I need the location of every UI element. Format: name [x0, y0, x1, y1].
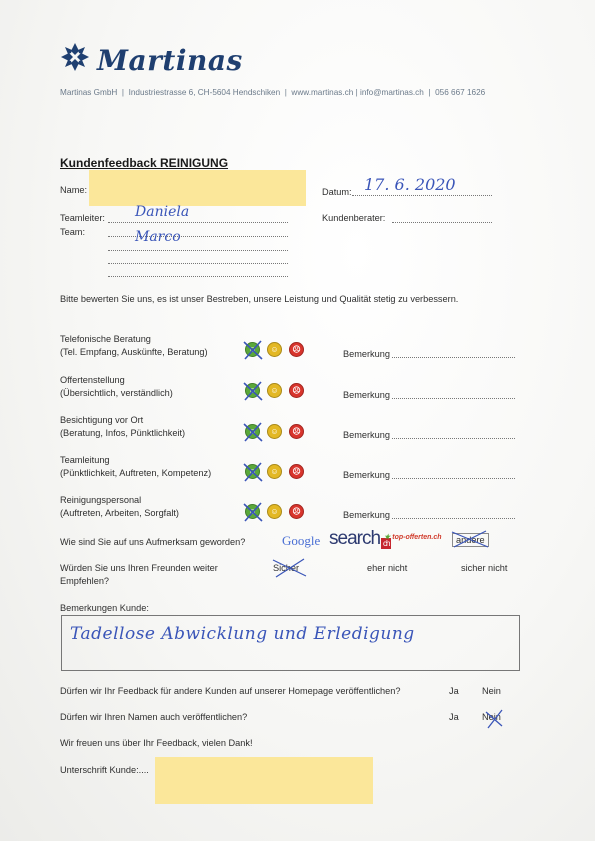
source-question: Wie sind Sie auf uns Aufmerksam geworden?: [60, 537, 246, 547]
rating-title: Besichtigung vor Ort: [60, 415, 144, 425]
publish-name-nein-option[interactable]: Nein: [482, 712, 501, 722]
rating-neutral-icon[interactable]: ☺: [267, 504, 282, 519]
brand-name: Martinas: [97, 44, 243, 77]
remark-label: Bemerkung: [343, 390, 390, 400]
rating-bad-icon[interactable]: ☹: [289, 424, 304, 439]
rating-bad-icon[interactable]: ☹: [289, 464, 304, 479]
team-label: Team:: [60, 227, 86, 237]
remark-label: Bemerkung: [343, 470, 390, 480]
team-line-4[interactable]: [108, 276, 288, 277]
top-offerten-option[interactable]: ★ top-offerten.ch: [384, 534, 442, 541]
thanks-text: Wir freuen uns über Ihr Feedback, vielen Dank!: [60, 738, 253, 748]
remark-label: Bemerkung: [343, 430, 390, 440]
remark-line[interactable]: [392, 357, 515, 358]
rating-subtitle: (Tel. Empfang, Auskünfte, Beratung): [60, 347, 208, 357]
intro-text: Bitte bewerten Sie uns, es ist unser Bestreben, unsere Leistung und Qualität stetig zu verbessern.: [60, 294, 459, 304]
rating-neutral-icon[interactable]: ☺: [267, 424, 282, 439]
signature-label: Unterschrift Kunde:....: [60, 765, 149, 775]
team-line-3[interactable]: [108, 263, 288, 264]
nein-cross-mark: [482, 706, 506, 730]
rating-subtitle: (Übersichtlich, verständlich): [60, 388, 173, 398]
teamleiter-label: Teamleiter:: [60, 213, 105, 223]
rating-title: Offertenstellung: [60, 375, 125, 385]
rating-neutral-icon[interactable]: ☺: [267, 383, 282, 398]
publish-ja-option[interactable]: Ja: [449, 686, 459, 696]
recommend-sicher-option[interactable]: Sicher: [273, 563, 300, 573]
rating-title: Telefonische Beratung: [60, 334, 151, 344]
kundenberater-line[interactable]: [392, 222, 492, 223]
teamleiter-value[interactable]: Daniela: [135, 204, 190, 220]
rating-good-icon[interactable]: ☺: [245, 504, 260, 519]
form-title: Kundenfeedback REINIGUNG: [60, 156, 229, 170]
rating-good-icon[interactable]: ☺: [245, 424, 260, 439]
remark-line[interactable]: [392, 438, 515, 439]
rating-subtitle: (Beratung, Infos, Pünktlichkeit): [60, 428, 186, 438]
recommend-sicher-nicht-option[interactable]: sicher nicht: [461, 563, 508, 573]
team-value[interactable]: Marco: [135, 229, 181, 245]
rating-bad-icon[interactable]: ☹: [289, 383, 304, 398]
publish-question: Dürfen wir Ihr Feedback für andere Kunden auf unserer Homepage veröffentlichen?: [60, 686, 401, 696]
rating-good-icon[interactable]: ☺: [245, 342, 260, 357]
rating-neutral-icon[interactable]: ☺: [267, 464, 282, 479]
rating-bad-icon[interactable]: ☹: [289, 504, 304, 519]
google-option[interactable]: Google: [282, 533, 321, 548]
recommend-question-line2: Empfehlen?: [60, 576, 110, 586]
name-label: Name:: [60, 185, 88, 195]
datum-label: Datum:: [322, 187, 352, 197]
remark-line[interactable]: [392, 478, 515, 479]
teamleiter-line: [108, 222, 288, 223]
recommend-eher-nicht-option[interactable]: eher nicht: [367, 563, 408, 573]
name-redaction[interactable]: [89, 170, 306, 206]
rating-good-icon[interactable]: ☺: [245, 383, 260, 398]
remark-label: Bemerkung: [343, 510, 390, 520]
remark-line[interactable]: [392, 398, 515, 399]
search-ch-option[interactable]: search ch: [329, 528, 390, 549]
kundenberater-label: Kundenberater:: [322, 213, 386, 223]
datum-value[interactable]: 17. 6. 2020: [364, 175, 456, 194]
rating-bad-icon[interactable]: ☹: [289, 342, 304, 357]
rating-good-icon[interactable]: ☺: [245, 464, 260, 479]
rating-neutral-icon[interactable]: ☺: [267, 342, 282, 357]
comments-label: Bemerkungen Kunde:: [60, 603, 149, 613]
martinas-logo-icon: [60, 42, 90, 72]
remark-label: Bemerkung: [343, 349, 390, 359]
remark-line[interactable]: [392, 518, 515, 519]
rating-title: Reinigungspersonal: [60, 495, 142, 505]
team-line-2[interactable]: [108, 250, 288, 251]
header-contact-line: Martinas GmbH | Industriestrasse 6, CH-5604 Hendschiken | www.martinas.ch | info@martinas.ch | 056 667 1626: [60, 88, 486, 97]
comments-box[interactable]: [61, 615, 520, 671]
andere-option[interactable]: andere: [452, 533, 489, 547]
publish-name-question: Dürfen wir Ihren Namen auch veröffentlichen?: [60, 712, 248, 722]
publish-name-ja-option[interactable]: Ja: [449, 712, 459, 722]
rating-title: Teamleitung: [60, 455, 110, 465]
andere-cross-mark: [448, 528, 492, 550]
recommend-question-line1: Würden Sie uns Ihren Freunden weiter: [60, 563, 218, 573]
rating-subtitle: (Auftreten, Arbeiten, Sorgfalt): [60, 508, 179, 518]
publish-nein-option[interactable]: Nein: [482, 686, 501, 696]
rating-subtitle: (Pünktlichkeit, Auftreten, Kompetenz): [60, 468, 212, 478]
sicher-cross-mark: [270, 556, 310, 580]
signature-redaction[interactable]: [155, 757, 373, 804]
comments-value: Tadellose Abwicklung und Erledigung: [70, 624, 415, 644]
datum-line: [352, 195, 492, 196]
